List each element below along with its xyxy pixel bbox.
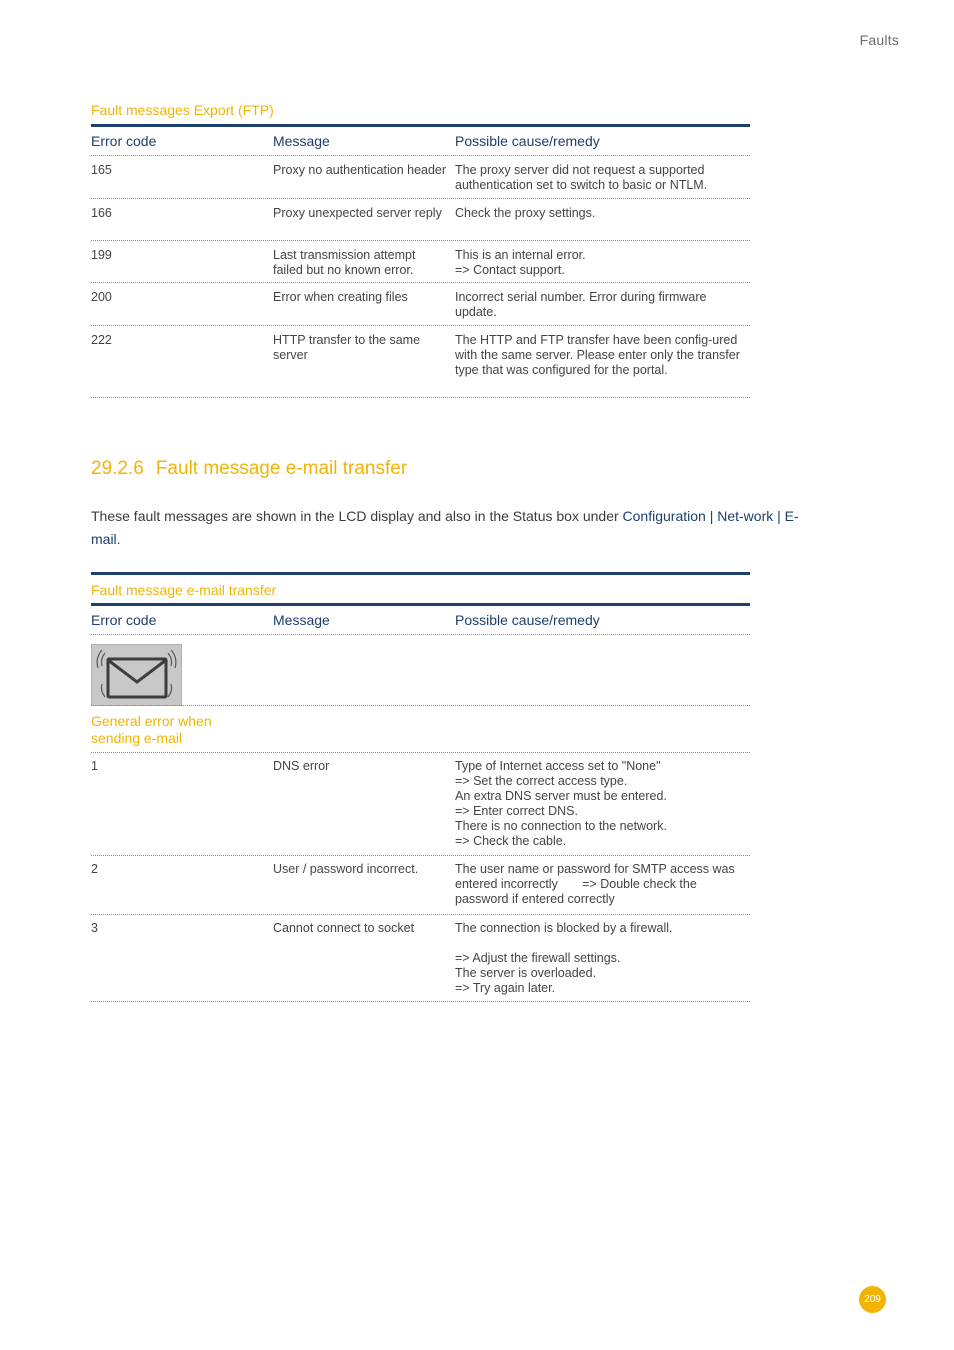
error-code: 222	[91, 333, 112, 347]
menu-path-link: Configuration | Net-work | E-mail	[91, 508, 799, 547]
error-remedy: The HTTP and FTP transfer have been config-ured with the same server. Please enter only the transfer type that was configured for the portal.	[455, 333, 740, 377]
error-remedy: Type of Internet access set to "None" => Set the correct access type. An extra DNS server must be entered. => Enter correct DNS. There is no connection to the network. => Check the cable.	[455, 759, 667, 848]
group-label: General error when sending e-mail	[91, 713, 212, 746]
error-message: Proxy unexpected server reply	[273, 206, 442, 220]
header-message: Message	[273, 133, 330, 149]
error-message: User / password incorrect.	[273, 862, 419, 876]
intro-text: These fault messages are shown in the LCD display and also in the Status box under	[91, 508, 623, 524]
table-row	[91, 915, 750, 1001]
table-header-row	[91, 606, 750, 634]
table-row	[91, 326, 750, 397]
header-message: Message	[273, 612, 330, 628]
page-number-badge: 209	[859, 1286, 886, 1313]
error-remedy: Check the proxy settings.	[455, 206, 596, 220]
table-row	[91, 199, 750, 240]
section-heading	[91, 458, 407, 480]
email-fault-table	[91, 572, 750, 1002]
error-remedy: The proxy server did not request a supported authentication set to switch to basic or NTLM.	[455, 163, 708, 192]
error-code: 1	[91, 759, 98, 773]
table-header-row	[91, 127, 750, 155]
error-code: 200	[91, 290, 112, 304]
envelope-icon	[91, 644, 182, 706]
error-remedy: Incorrect serial number. Error during firmware update.	[455, 290, 707, 319]
group-row	[91, 706, 750, 752]
table-row	[91, 856, 750, 914]
header-remedy: Possible cause/remedy	[455, 133, 600, 149]
error-message: Proxy no authentication header	[273, 163, 447, 177]
section-number: 29.2.6	[91, 458, 144, 479]
error-remedy: The connection is blocked by a firewall. => Adjust the firewall settings. The server is overloaded. => Try again later.	[455, 921, 673, 995]
table-caption: Fault messages Export (FTP)	[91, 102, 274, 118]
error-message: Cannot connect to socket	[273, 921, 415, 935]
table-row	[91, 753, 750, 855]
intro-end: .	[116, 531, 121, 547]
error-code: 166	[91, 206, 112, 220]
table-caption: Fault message e-mail transfer	[91, 582, 277, 598]
icon-row	[91, 635, 750, 705]
error-code: 3	[91, 921, 98, 935]
header-error-code: Error code	[91, 612, 157, 628]
error-remedy: This is an internal error. => Contact support.	[455, 248, 586, 277]
error-message: HTTP transfer to the same server	[273, 333, 421, 362]
error-code: 165	[91, 163, 112, 177]
error-message: DNS error	[273, 759, 330, 773]
error-message: Error when creating files	[273, 290, 408, 304]
intro-paragraph	[91, 505, 821, 551]
ftp-fault-table	[91, 102, 750, 398]
table-row	[91, 156, 750, 198]
error-message: Last transmission attempt failed but no known error.	[273, 248, 416, 277]
header-remedy: Possible cause/remedy	[455, 612, 600, 628]
running-header: Faults	[859, 32, 899, 48]
section-title: Fault message e-mail transfer	[155, 458, 408, 479]
header-error-code: Error code	[91, 133, 157, 149]
table-row	[91, 283, 750, 325]
table-row	[91, 241, 750, 282]
error-remedy: The user name or password for SMTP access was entered incorrectly => Double check the password if entered correctly	[455, 862, 739, 906]
error-code: 199	[91, 248, 112, 262]
error-code: 2	[91, 862, 98, 876]
